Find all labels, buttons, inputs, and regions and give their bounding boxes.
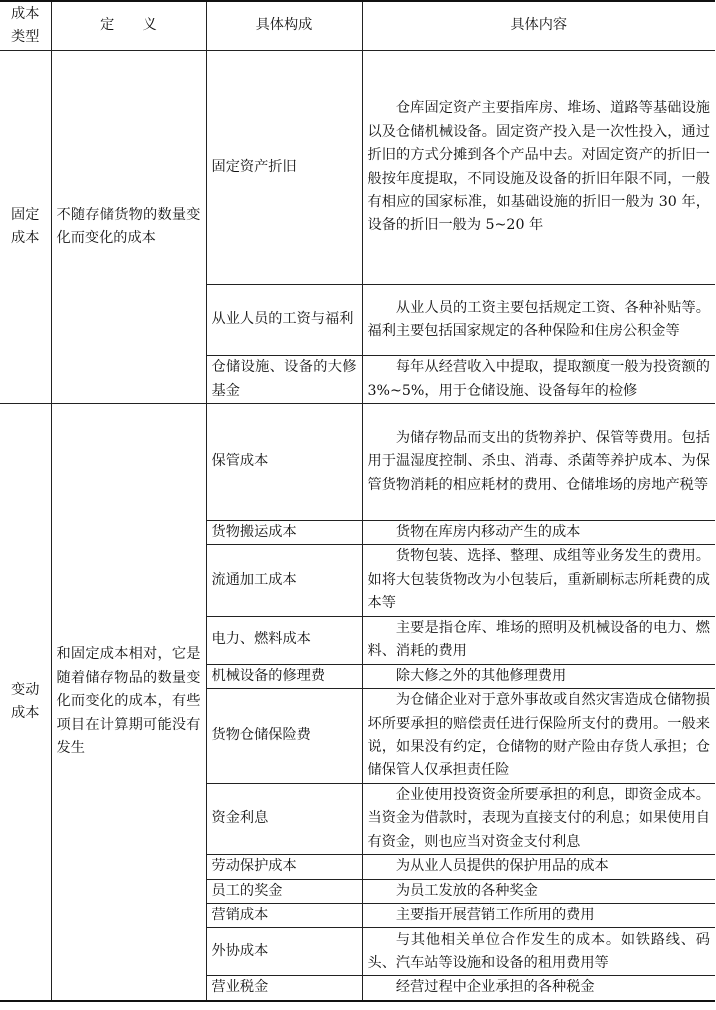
composition-cell: 保管成本 [206, 404, 362, 521]
composition-cell: 营业税金 [206, 976, 362, 1001]
content-cell: 主要指开展营销工作所用的费用 [362, 904, 715, 928]
table-header [0, 1, 715, 51]
content-cell: 每年从经营收入中提取，提取额度一般为投资额的 3%~5%，用于仓储设施、设备每年的检修 [362, 356, 715, 404]
composition-cell: 资金利息 [206, 784, 362, 855]
composition-cell: 货物搬运成本 [206, 521, 362, 545]
table-row [0, 404, 715, 521]
header-cost-type-line1: 成本 [11, 5, 40, 22]
composition-cell: 从业人员的工资与福利 [206, 285, 362, 356]
header-cost-type [0, 1, 51, 51]
cost-type-cell [0, 404, 51, 1001]
cost-type-cell [0, 51, 51, 404]
composition-cell: 机械设备的修理费 [206, 664, 362, 688]
content-cell: 与其他相关单位合作发生的成本。如铁路线、码头、汽车站等设施和设备的租用费用等 [362, 928, 715, 976]
definition-cell: 和固定成本相对，它是随着储存物品的数量变化而变化的成本，有些项目在计算期可能没有发生 [51, 404, 206, 1001]
cost-type-line1: 固定 [11, 206, 40, 223]
content-cell: 为仓储企业对于意外事故或自然灾害造成仓储物损坏所要承担的赔偿责任进行保险所支付的费用。一般来说，如果没有约定，仓储物的财产险由存货人承担；仓储保管人仅承担责任险 [362, 689, 715, 784]
content-cell: 货物包装、选择、整理、成组等业务发生的费用。如将大包装货物改为小包装后，重新刷标志所耗费的成本等 [362, 545, 715, 616]
composition-cell: 劳动保护成本 [206, 855, 362, 879]
composition-cell: 固定资产折旧 [206, 51, 362, 285]
content-cell: 企业使用投资资金所要承担的利息，即资金成本。当资金为借款时，表现为直接支付的利息；如果使用自有资金，则也应当对资金支付利息 [362, 784, 715, 855]
cost-type-line2: 成本 [11, 230, 40, 246]
content-cell: 为员工发放的各种奖金 [362, 879, 715, 903]
composition-cell: 货物仓储保险费 [206, 689, 362, 784]
composition-cell: 仓储设施、设备的大修基金 [206, 356, 362, 404]
header-composition: 具体构成 [206, 1, 362, 51]
composition-cell: 外协成本 [206, 928, 362, 976]
content-cell: 除大修之外的其他修理费用 [362, 664, 715, 688]
content-cell: 主要是指仓库、堆场的照明及机械设备的电力、燃料、消耗的费用 [362, 616, 715, 664]
content-cell: 从业人员的工资主要包括规定工资、各种补贴等。福利主要包括国家规定的各种保险和住房公积金等 [362, 285, 715, 356]
composition-cell: 员工的奖金 [206, 879, 362, 903]
composition-cell: 流通加工成本 [206, 545, 362, 616]
header-row [0, 1, 715, 51]
content-cell: 为从业人员提供的保护用品的成本 [362, 855, 715, 879]
table-body [0, 51, 715, 1001]
content-cell: 经营过程中企业承担的各种税金 [362, 976, 715, 1001]
header-content: 具体内容 [362, 1, 715, 51]
definition-cell: 不随存储货物的数量变化而变化的成本 [51, 51, 206, 404]
composition-cell: 电力、燃料成本 [206, 616, 362, 664]
header-cost-type-line2: 类型 [11, 29, 40, 45]
content-cell: 为储存物品而支出的货物养护、保管等费用。包括用于温湿度控制、杀虫、消毒、杀菌等养护成本、为保管货物消耗的相应耗材的费用、仓储堆场的房地产税等 [362, 404, 715, 521]
header-definition: 定 义 [51, 1, 206, 51]
content-cell: 仓库固定资产主要指库房、堆场、道路等基础设施以及仓储机械设备。固定资产投入是一次性投入，通过折旧的方式分摊到各个产品中去。对固定资产的折旧一般按年度提取，不同设施及设备的折旧年限不同，一般有相应的国家标准，如基础设施的折旧一般为 30 年，设备的折旧一般为 5~20 年 [362, 51, 715, 285]
cost-type-line1: 变动 [11, 681, 40, 698]
cost-type-line2: 成本 [11, 704, 40, 721]
composition-cell: 营销成本 [206, 904, 362, 928]
table-row [0, 51, 715, 285]
content-cell: 货物在库房内移动产生的成本 [362, 521, 715, 545]
